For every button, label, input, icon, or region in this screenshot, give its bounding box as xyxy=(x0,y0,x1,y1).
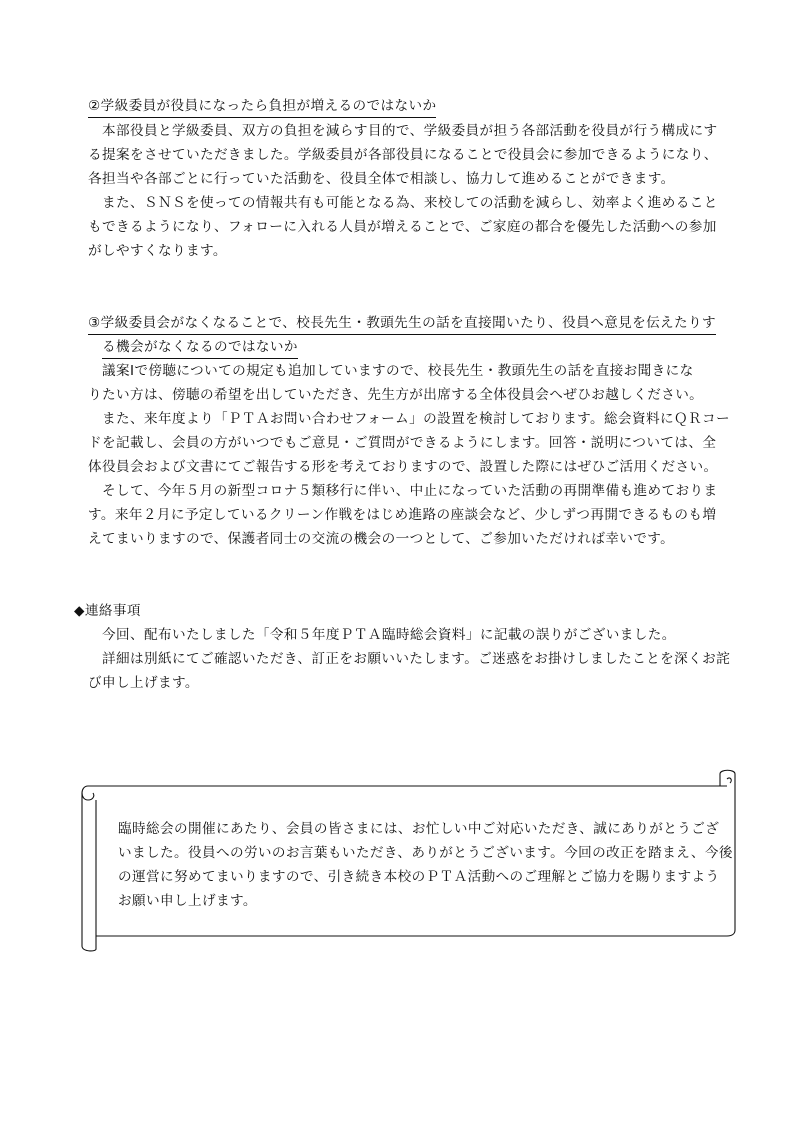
notice-line-1: 今回、配布いたしました「令和５年度ＰＴＡ臨時総会資料」に記載の誤りがございました。 xyxy=(88,627,676,643)
section2-line-1: 本部役員と学級委員、双方の負担を減らす目的で、学級委員が担う各部活動を役員が行う構成にす xyxy=(88,123,718,139)
notice-line-2: 詳細は別紙にてご確認いただき、訂正をお願いいたします。ご迷惑をお掛けしましたことを深くお詫 xyxy=(88,651,731,667)
section2-heading: ②学級委員が役員になったら負担が増えるのではないか xyxy=(88,97,436,118)
scroll-line-4: お願い申し上げます。 xyxy=(118,893,257,909)
section2-line-4: また、ＳＮＳを使っての情報共有も可能となる為、来校しての活動を減らし、効率よく進めること xyxy=(88,195,718,211)
scroll-line-2: いました。役員への労いのお言葉もいただき、ありがとうございます。今回の改正を踏まえ、今後 xyxy=(118,845,733,861)
section3-line-1: 議案Ⅰで傍聴についての規定も追加していますので、校長先生・教頭先生の話を直接お聞きにな xyxy=(88,363,694,379)
scroll-line-3: の運営に努めてまいりますので、引き続き本校のＰＴＡ活動へのご理解とご協力を賜りますよう xyxy=(118,869,720,885)
section3-line-2: りたい方は、傍聴の希望を出していただき、先生方が出席する全体役員会へぜひお越しください。 xyxy=(88,387,704,403)
section3-line-4: ドを記載し、会員の方がいつでもご意見・ご質問ができるようにします。回答・説明については、全 xyxy=(88,435,717,451)
notice-line-3: び申し上げます。 xyxy=(88,675,199,691)
section3-line-8: えてまいりますので、保護者同士の交流の機会の一つとして、ご参加いただければ幸いです。 xyxy=(88,531,675,547)
section3-line-3: また、来年度より「ＰＴＡお問い合わせフォーム」の設置を検討しております。総会資料にＱＲコー xyxy=(88,411,730,427)
section2-line-2: る提案をさせていただきました。学級委員が各部役員になることで役員会に参加できるようになり、 xyxy=(88,147,718,163)
scroll-line-1: 臨時総会の開催にあたり、会員の皆さまには、お忙しい中ご対応いただき、誠にありがとうござ xyxy=(118,821,720,837)
section2-line-3: 各担当や各部ごとに行っていた活動を、役員全体で相談し、協力して進めることができます。 xyxy=(88,171,675,187)
section3-line-5: 体役員会および文書にてご報告する形を考えておりますので、設置した際にはぜひご活用ください。 xyxy=(88,459,718,475)
section3-heading-line-2: る機会がなくなるのではないか xyxy=(102,338,298,359)
section2-line-6: がしやすくなります。 xyxy=(88,243,227,259)
section3-line-6: そして、今年５月の新型コロナ５類移行に伴い、中止になっていた活動の再開準備も進めておりま xyxy=(88,483,718,499)
section2-line-5: もできるようになり、フォローに入れる人員が増えることで、ご家庭の都合を優先した活動への参加 xyxy=(88,219,717,235)
section3-heading-line-1: ③学級委員会がなくなることで、校長先生・教頭先生の話を直接聞いたり、役員へ意見を伝えたりす xyxy=(88,314,716,335)
section3-line-7: す。来年２月に予定しているクリーン作戦をはじめ進路の座談会など、少しずつ再開できるものも増 xyxy=(88,507,717,523)
notice-heading: ◆連絡事項 xyxy=(74,603,141,619)
